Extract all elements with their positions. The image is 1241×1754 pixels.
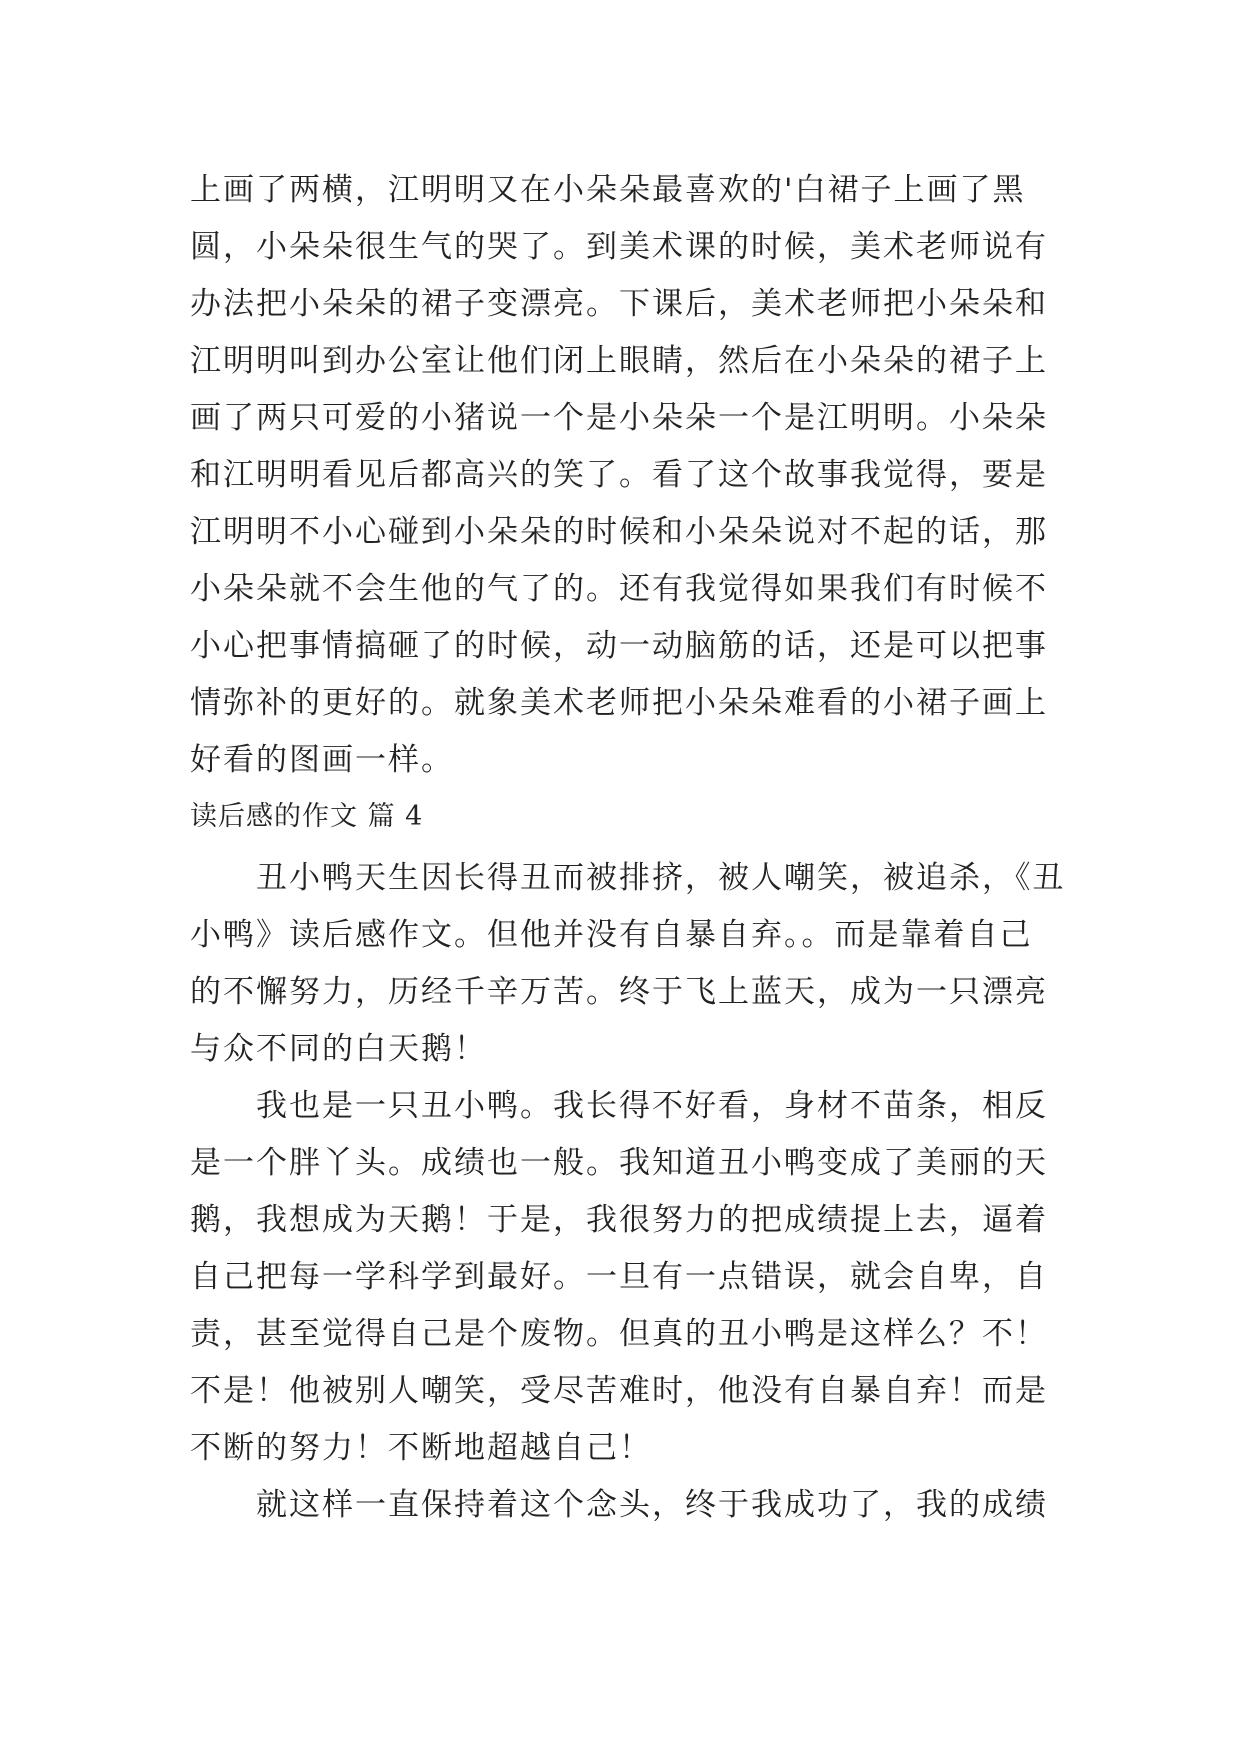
text-line: 的不懈努力，历经千辛万苦。终于飞上蓝天，成为一只漂亮: [190, 974, 1048, 1010]
text-line: 不是！他被别人嘲笑，受尽苦难时，他没有自暴自弃！而是: [190, 1373, 1048, 1409]
text-line: 和江明明看见后都高兴的笑了。看了这个故事我觉得，要是: [190, 457, 1048, 493]
text-line: 不断的努力！不断地超越自己！: [190, 1430, 652, 1466]
text-line: 上画了两横，江明明又在小朵朵最喜欢的'白裙子上画了黑: [190, 172, 1026, 208]
text-line: 丑小鸭天生因长得丑而被排挤，被人嘲笑，被追杀，《丑: [190, 860, 1066, 896]
text-line: 小鸭》读后感作文。但他并没有自暴自弃。。而是靠着自己: [190, 917, 1033, 953]
text-line: 圆，小朵朵很生气的哭了。到美术课的时候，美术老师说有: [190, 229, 1048, 265]
text-line: 办法把小朵朵的裙子变漂亮。下课后，美术老师把小朵朵和: [190, 286, 1048, 322]
text-line: 画了两只可爱的小猪说一个是小朵朵一个是江明明。小朵朵: [190, 400, 1048, 436]
text-line: 江明明叫到办公室让他们闭上眼睛，然后在小朵朵的裙子上: [190, 343, 1048, 379]
text-line: 好看的图画一样。: [190, 742, 454, 778]
text-line: 小朵朵就不会生他的气了的。还有我觉得如果我们有时候不: [190, 571, 1048, 607]
text-line: 与众不同的白天鹅！: [190, 1031, 487, 1067]
text-line: 是一个胖丫头。成绩也一般。我知道丑小鸭变成了美丽的天: [190, 1145, 1048, 1181]
text-line: 小心把事情搞砸了的时候，动一动脑筋的话，还是可以把事: [190, 628, 1048, 664]
text-line: 自己把每一学科学到最好。一旦有一点错误，就会自卑，自: [190, 1259, 1048, 1295]
text-line: 责，甚至觉得自己是个废物。但真的丑小鸭是这样么？不！: [190, 1316, 1048, 1352]
text-line: 我也是一只丑小鸭。我长得不好看，身材不苗条，相反: [190, 1088, 1048, 1124]
text-line: 鹅，我想成为天鹅！于是，我很努力的把成绩提上去，逼着: [190, 1202, 1048, 1238]
section-heading: 读后感的作文 篇 4: [190, 801, 424, 832]
text-line: 江明明不小心碰到小朵朵的时候和小朵朵说对不起的话，那: [190, 514, 1048, 550]
text-line: 就这样一直保持着这个念头，终于我成功了，我的成绩: [190, 1487, 1048, 1523]
text-line: 情弥补的更好的。就象美术老师把小朵朵难看的小裙子画上: [190, 685, 1048, 721]
